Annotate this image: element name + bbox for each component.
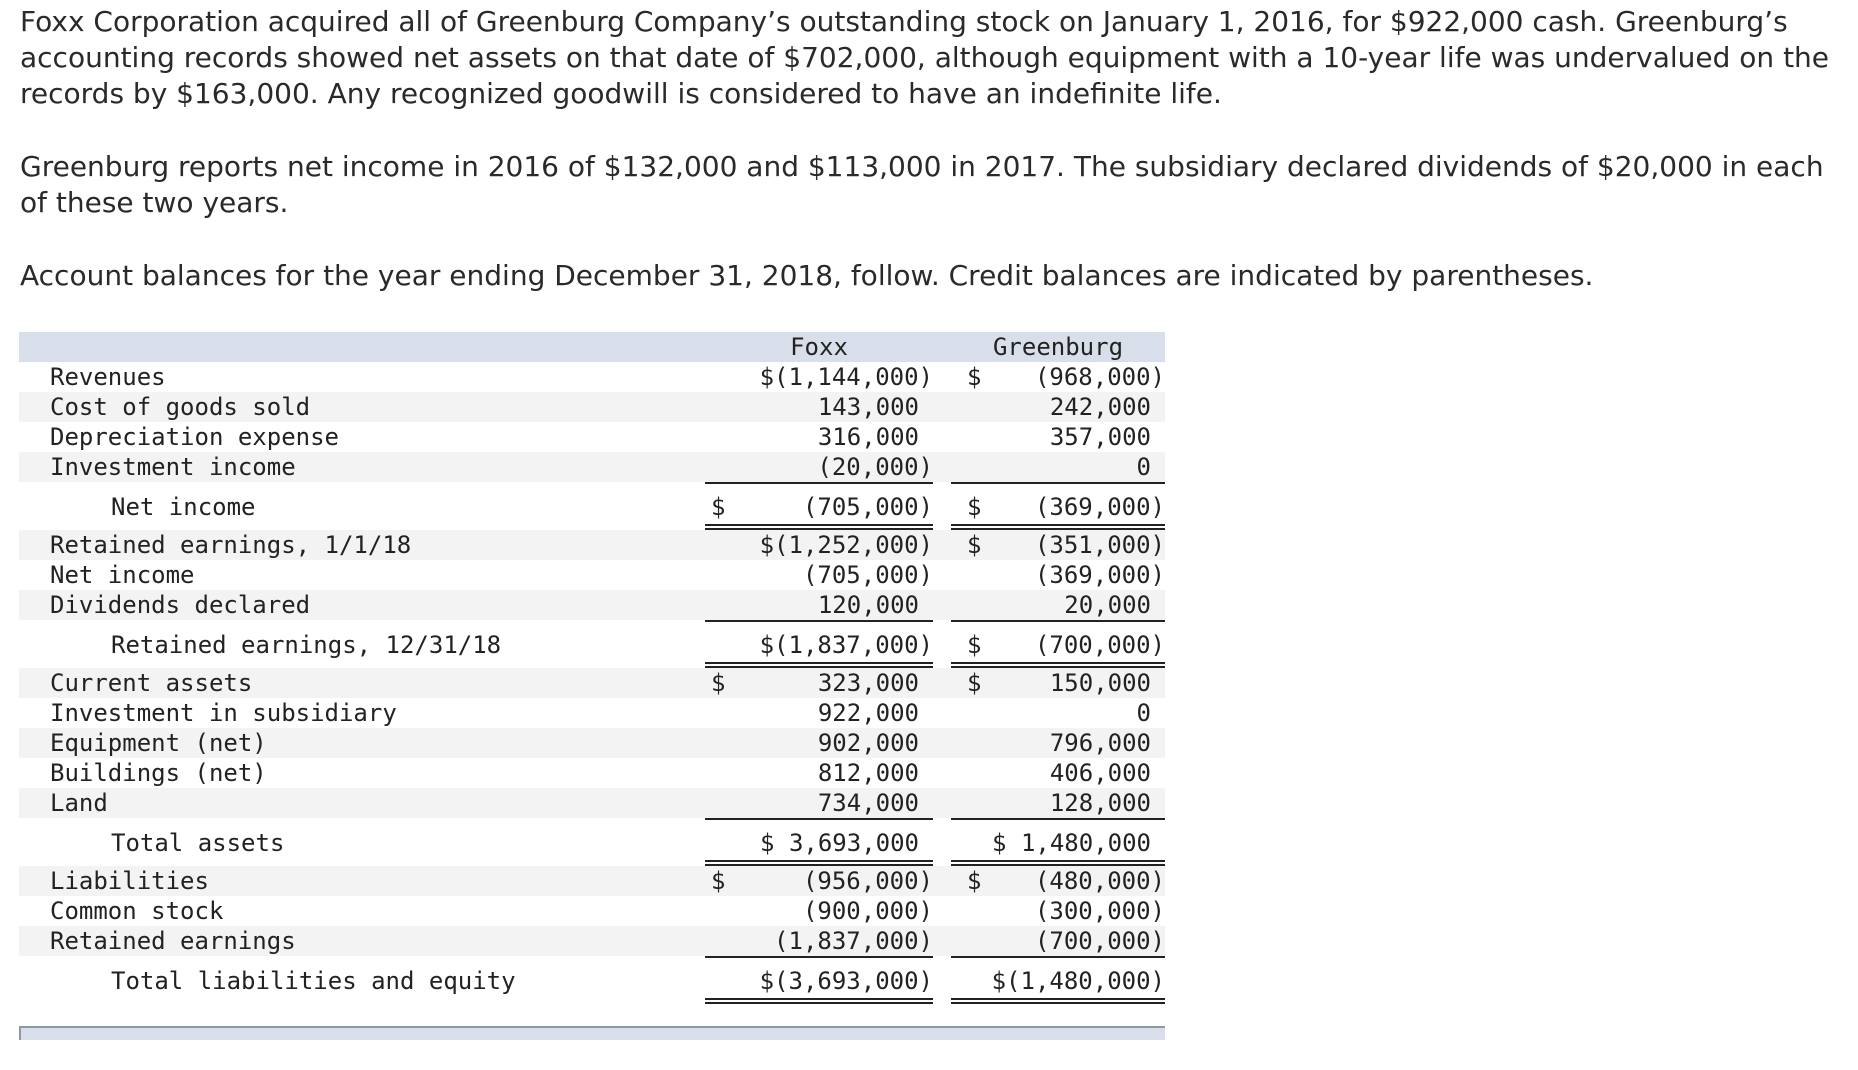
row-label: Common stock	[50, 897, 224, 925]
foxx-value: $ 3,693,000	[760, 829, 919, 857]
table-row-current-assets	[19, 668, 1165, 698]
foxx-value: 902,000	[817, 729, 919, 757]
greenburg-dollar-sign: $	[967, 493, 982, 521]
subtotal-rule	[705, 818, 933, 820]
subtotal-rule	[951, 620, 1165, 622]
foxx-value: 734,000	[817, 789, 919, 817]
table-row-equipment	[19, 728, 1165, 758]
row-label: Land	[50, 789, 108, 817]
row-label: Retained earnings, 1/1/18	[50, 531, 412, 559]
greenburg-value: $(1,480,000)	[991, 967, 1165, 995]
greenburg-value: (480,000)	[1034, 867, 1165, 895]
table-row-retained-earnings	[19, 926, 1165, 956]
subtotal-rule	[951, 482, 1165, 484]
subtotal-rule	[705, 482, 933, 484]
foxx-value: 323,000	[817, 669, 919, 697]
foxx-value: 143,000	[817, 393, 919, 421]
row-label: Buildings (net)	[50, 759, 267, 787]
table-row-investment-in-subsidiary	[19, 698, 1165, 728]
greenburg-value: 128,000	[1049, 789, 1151, 817]
row-label: Net income	[111, 493, 256, 521]
row-label: Current assets	[50, 669, 253, 697]
row-label: Liabilities	[50, 867, 209, 895]
row-label: Dividends declared	[50, 591, 311, 619]
intro-paragraph-1: Foxx Corporation acquired all of Greenburg Company’s outstanding stock on January 1, 2016, for $922,000 cash. Greenburg’s accounting records showed net assets on that date of $702,000, although equipment with a 10-year life was undervalued on the records by $163,000. Any recognized goodwill is considered to have an indefinite life.	[20, 5, 1830, 110]
greenburg-value: 0	[1136, 453, 1151, 481]
table-row-net-income-total	[19, 492, 1165, 522]
foxx-value: 316,000	[817, 423, 919, 451]
row-label: Retained earnings, 12/31/18	[111, 631, 502, 659]
table-row-retained-earnings-beginning	[19, 530, 1165, 560]
foxx-value: (20,000)	[817, 453, 933, 481]
column-header-foxx: Foxx	[790, 333, 848, 361]
foxx-dollar-sign: $	[711, 867, 726, 895]
total-double-rule	[705, 998, 933, 1004]
foxx-value: $(1,252,000)	[759, 531, 933, 559]
table-row-revenues	[19, 362, 1165, 392]
foxx-value: (956,000)	[802, 867, 933, 895]
row-label: Investment income	[50, 453, 296, 481]
greenburg-value: 242,000	[1049, 393, 1151, 421]
greenburg-dollar-sign: $	[967, 363, 982, 391]
greenburg-value: 0	[1136, 699, 1151, 727]
foxx-value: 120,000	[817, 591, 919, 619]
row-label: Total liabilities and equity	[111, 967, 516, 995]
foxx-value: (705,000)	[802, 493, 933, 521]
table-row-land	[19, 788, 1165, 818]
table-row-retained-earnings-ending	[19, 630, 1165, 660]
row-label: Net income	[50, 561, 195, 589]
table-row-cost-of-goods-sold	[19, 392, 1165, 422]
total-double-rule	[951, 998, 1165, 1004]
greenburg-value: 20,000	[1064, 591, 1151, 619]
greenburg-dollar-sign: $	[967, 669, 982, 697]
table-row-total-liabilities-and-equity	[19, 966, 1165, 996]
foxx-value: 922,000	[817, 699, 919, 727]
table-row-dividends-declared	[19, 590, 1165, 620]
greenburg-value: (369,000)	[1034, 561, 1165, 589]
row-label: Depreciation expense	[50, 423, 339, 451]
table-row-investment-income	[19, 452, 1165, 482]
greenburg-value: 357,000	[1049, 423, 1151, 451]
greenburg-value: 150,000	[1049, 669, 1151, 697]
greenburg-value: 406,000	[1049, 759, 1151, 787]
subtotal-rule	[705, 956, 933, 958]
foxx-value: $(1,837,000)	[759, 631, 933, 659]
foxx-value: (1,837,000)	[774, 927, 933, 955]
table-header	[19, 332, 1165, 362]
greenburg-value: 796,000	[1049, 729, 1151, 757]
greenburg-dollar-sign: $	[967, 631, 982, 659]
foxx-value: $(1,144,000)	[759, 363, 933, 391]
greenburg-value: (700,000)	[1034, 631, 1165, 659]
row-label: Equipment (net)	[50, 729, 267, 757]
column-header-greenburg: Greenburg	[992, 333, 1124, 361]
greenburg-dollar-sign: $	[967, 867, 982, 895]
table-row-total-assets	[19, 828, 1165, 858]
table-footer-bar	[19, 1026, 1165, 1040]
intro-paragraph-3: Account balances for the year ending December 31, 2018, follow. Credit balances are indicated by parentheses.	[20, 259, 1594, 292]
intro-paragraph-2: Greenburg reports net income in 2016 of $132,000 and $113,000 in 2017. The subsidiary declared dividends of $20,000 in each of these two years.	[20, 150, 1824, 219]
row-label: Investment in subsidiary	[50, 699, 397, 727]
foxx-value: $(3,693,000)	[759, 967, 933, 995]
table-row-depreciation-expense	[19, 422, 1165, 452]
greenburg-value: $ 1,480,000	[992, 829, 1151, 857]
account-balances-table	[19, 332, 1165, 1040]
row-label: Retained earnings	[50, 927, 296, 955]
foxx-value: 812,000	[817, 759, 919, 787]
subtotal-rule	[705, 620, 933, 622]
foxx-dollar-sign: $	[711, 493, 726, 521]
row-label: Revenues	[50, 363, 166, 391]
table-row-buildings	[19, 758, 1165, 788]
greenburg-value: (369,000)	[1034, 493, 1165, 521]
table-row-net-income	[19, 560, 1165, 590]
foxx-value: (900,000)	[802, 897, 933, 925]
greenburg-value: (700,000)	[1034, 927, 1165, 955]
table-row-liabilities	[19, 866, 1165, 896]
problem-text	[20, 4, 1850, 331]
greenburg-dollar-sign: $	[967, 531, 982, 559]
foxx-dollar-sign: $	[711, 669, 726, 697]
subtotal-rule	[951, 818, 1165, 820]
subtotal-rule	[951, 956, 1165, 958]
row-label: Total assets	[111, 829, 285, 857]
foxx-value: (705,000)	[802, 561, 933, 589]
greenburg-value: (351,000)	[1034, 531, 1165, 559]
greenburg-value: (968,000)	[1034, 363, 1165, 391]
table-row-common-stock	[19, 896, 1165, 926]
row-label: Cost of goods sold	[50, 393, 311, 421]
greenburg-value: (300,000)	[1034, 897, 1165, 925]
